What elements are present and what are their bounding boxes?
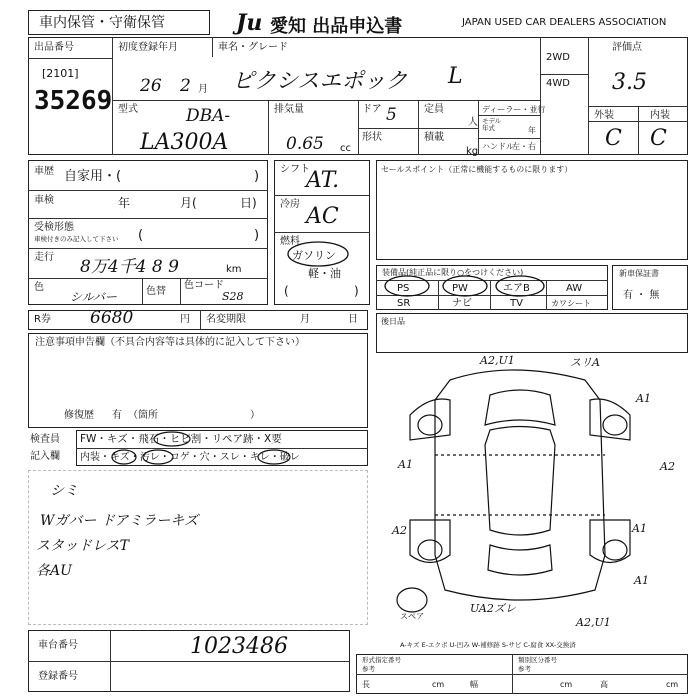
inspection-label: 車検 (34, 195, 54, 206)
repair-label: 修復歴 (64, 410, 94, 421)
later-items-box (376, 313, 688, 353)
repair-parts: （箇所 (128, 410, 158, 421)
inspection-year: 年 (118, 196, 131, 210)
inspector-row2: 内装・キズ・汚レ・コゲ・穴・スレ・キレ・破レ (80, 452, 300, 463)
name-change-month: 月 (300, 314, 310, 325)
damage-mark-right-door: A2 (660, 460, 675, 473)
repair-has: 有 (112, 410, 122, 421)
car-grade: L (448, 64, 463, 89)
color-swap-label: 色替 (146, 286, 166, 297)
fuel-label: 燃料 (280, 236, 300, 247)
color-label: 色 (34, 282, 44, 293)
reg-number-label: 登録番号 (38, 671, 78, 682)
mileage-label: 走行 (34, 252, 54, 263)
association-name: JAPAN USED CAR DEALERS ASSOCIATION (462, 17, 667, 28)
name-change-label: 名変期限 (206, 314, 246, 325)
notes-label: 注意事項申告欄（不具合内容等は具体的に記入して下さい） (35, 337, 305, 348)
model-year-unit: 年 (528, 126, 536, 135)
model-year-label: モデル 年式 (482, 117, 502, 132)
inspection-month: 月( (180, 196, 197, 210)
receive-open: ( (138, 228, 144, 243)
displacement-label: 排気量 (274, 104, 304, 115)
height-label: 高 (600, 680, 608, 689)
handle-options: 左・右 (512, 142, 536, 151)
damage-legend: A-キズ E-エクボ U-凹み W-補修跡 S-サビ C-腐食 XX-交換済 (400, 641, 576, 649)
model-value: LA300A (140, 130, 229, 155)
damage-mark-left-rear: A2 (392, 524, 407, 537)
displacement-value: 0.65 (286, 134, 324, 154)
registration-year: 26 (140, 76, 162, 96)
label-2wd: 2WD (546, 52, 570, 63)
equip-tv: TV (510, 298, 523, 309)
exterior-grade: C (605, 126, 622, 151)
gasoline-circle (284, 240, 354, 268)
selling-points-label: セールスポイント（正常に機能するものに限ります） (381, 165, 573, 174)
fuel-open: ( (284, 284, 289, 298)
warranty-label: 新車保証書 (619, 269, 659, 278)
equipment-circles (380, 272, 600, 298)
capacity-label: 定員 (424, 104, 444, 115)
registration-month-unit: 月 (198, 84, 208, 95)
recycle-row (28, 310, 368, 330)
width-label: 幅 (470, 680, 478, 689)
color-code: S28 (222, 290, 244, 303)
lot-number: 35269 (34, 86, 113, 116)
equip-ps: PS (397, 283, 410, 294)
doors-label: ドア (362, 104, 382, 115)
equip-airbag: エアB (503, 283, 530, 294)
load-unit: kg (466, 146, 479, 157)
mileage-value: 8万4千4 8 9 (80, 257, 179, 277)
exterior-label: 外装 (594, 110, 614, 121)
inspector-circles (76, 430, 368, 466)
capacity-unit: 人 (468, 117, 478, 128)
history-close: ) (254, 169, 260, 184)
handle-label: ハンドル (482, 142, 514, 151)
dealer-label: ディーラー・並行 (482, 105, 546, 114)
warranty-value: 有 ・ 無 (623, 290, 660, 301)
type-number-label: 形式指定番号 (362, 656, 401, 664)
inspector-row1: FW・キズ・飛石・ヒビ割・リペア跡・X要 (80, 433, 282, 445)
equip-leather-seat: カワシート (551, 299, 591, 308)
equipment-label: 装備品(純正品に限り○をつけください) (382, 268, 524, 277)
shape-label: 形状 (362, 132, 382, 143)
shift-label: シフト (280, 164, 310, 175)
later-items-label: 後日品 (381, 317, 405, 326)
doors-value: 5 (386, 105, 397, 125)
equip-pw: PW (452, 283, 468, 294)
car-name-value: ピクシスエポック (232, 69, 408, 94)
type-ref-label: 参考 (362, 665, 375, 673)
damage-mark-rear-bumper: A2,U1 (576, 616, 611, 629)
recycle-label: R券 (34, 314, 51, 325)
load-label: 積載 (424, 132, 444, 143)
receive-close: ) (254, 228, 260, 243)
chassis-number: 1023486 (190, 634, 288, 659)
lot-subnumber: [2101] (42, 67, 79, 80)
color-code-label: 色コード (184, 280, 224, 291)
comment-1: シミ (50, 483, 78, 499)
inspection-day: 日) (240, 196, 257, 210)
chassis-label: 車台番号 (38, 640, 78, 651)
lot-label: 出品番号 (34, 42, 74, 53)
aircon-label: 冷房 (280, 199, 300, 210)
damage-mark-front-left: A2,U1 (480, 354, 515, 367)
length-label: 長 (362, 680, 370, 689)
class-number-label: 類別区分番号 (518, 656, 557, 664)
fuel-light-oil: 軽・油 (308, 267, 341, 280)
recycle-unit: 円 (180, 314, 190, 325)
registration-label: 初度登録年月 (118, 42, 178, 53)
shift-value: AT. (306, 168, 340, 193)
interior-label: 内装 (650, 110, 670, 121)
inspector-entry-label: 記入欄 (30, 451, 60, 462)
model-label: 型式 (118, 104, 138, 115)
fuel-gasoline: ガソリン (292, 249, 336, 262)
spare-label: スペア (400, 612, 424, 621)
mileage-unit: km (226, 264, 242, 275)
storage-title: 車内保管・守衛保管 (39, 15, 165, 31)
damage-mark-front-right: スリA (570, 356, 600, 369)
damage-mark-rear-right: A1 (634, 574, 649, 587)
damage-mark-rear: UA2ズレ (470, 602, 516, 615)
width-unit: cm (560, 680, 573, 689)
repair-close: ） (250, 410, 260, 421)
receive-note: 車検付きのみ記入して下さい (34, 235, 119, 243)
label-4wd: 4WD (546, 78, 570, 89)
rating-score: 3.5 (612, 70, 647, 95)
registration-month: 2 (180, 76, 191, 96)
history-value: 自家用・( (64, 169, 122, 184)
comment-3: スタッドレスT (36, 538, 129, 554)
storage-box (28, 10, 210, 35)
receive-label: 受検形態 (34, 222, 74, 233)
name-change-day: 日 (348, 314, 358, 325)
selling-points-box (376, 160, 688, 260)
model-prefix: DBA- (186, 106, 231, 126)
warranty-box (612, 265, 688, 310)
displacement-unit: cc (340, 143, 351, 154)
car-name-label: 車名・グレード (218, 42, 288, 53)
form-title: 愛知 出品申込書 (270, 16, 403, 37)
damage-mark-left-door: A1 (398, 458, 413, 471)
class-ref-label: 参考 (518, 665, 531, 673)
height-unit: cm (666, 680, 679, 689)
inspector-label: 検査員 (30, 434, 60, 445)
recycle-value: 6680 (90, 308, 134, 328)
history-label: 車歴 (34, 166, 54, 177)
damage-mark-right-rear: A1 (632, 522, 647, 535)
damage-mark-right-fender: A1 (636, 392, 651, 405)
fuel-close: ) (354, 284, 359, 298)
rating-label: 評価点 (612, 42, 642, 53)
equip-aw: AW (566, 283, 583, 294)
color-value: シルバー (70, 290, 117, 304)
ju-logo: Ju (236, 10, 263, 36)
interior-grade: C (650, 126, 667, 151)
length-unit: cm (432, 680, 445, 689)
equip-navi: ナビ (452, 298, 472, 309)
comment-4: 各AU (36, 563, 72, 579)
equip-sr: SR (397, 298, 411, 309)
comment-2: Wガバー ドアミラーキズ (40, 513, 199, 529)
aircon-value: AC (306, 204, 339, 229)
